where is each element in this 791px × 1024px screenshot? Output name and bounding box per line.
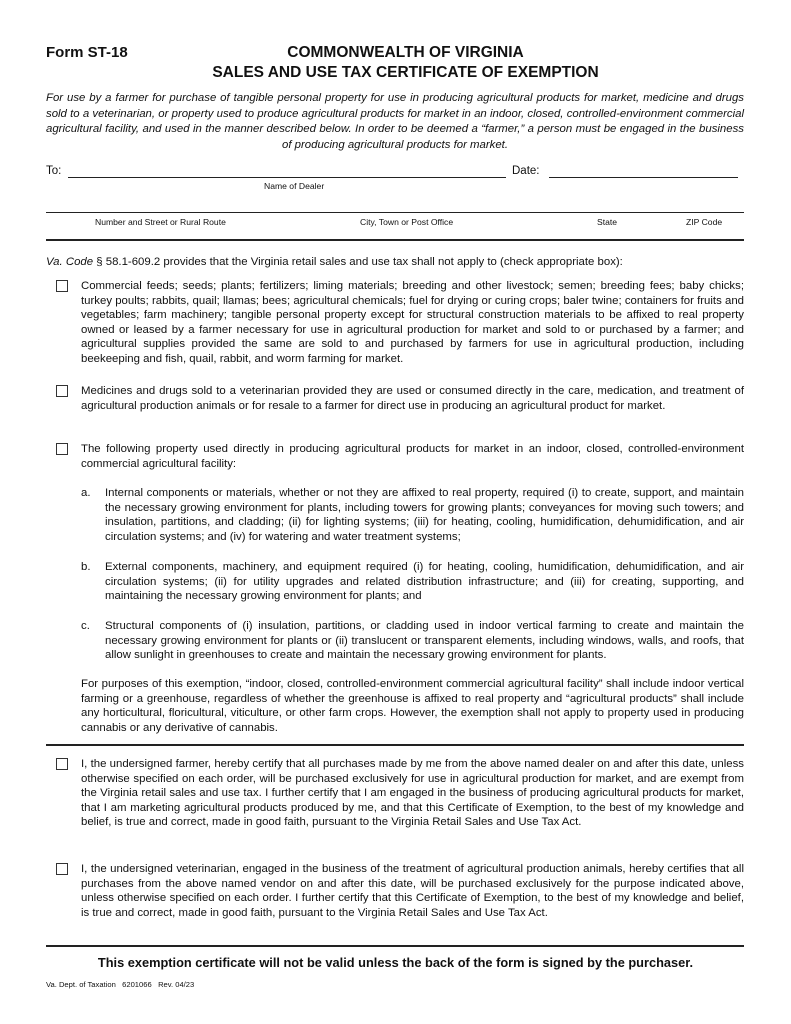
to-label: To:: [46, 165, 62, 177]
item-a-text: Internal components or materials, whether or not they are affixed to real property, required (i) to create, support, and maintain the necessary growing environment for plants, including towers for growing plants; conveyances for moving such towers; and insulation, partitions, and cladding; (ii) for lighting systems; (iii) for heating, cooling, humidification, dehumidification, and air circulation systems; and (iv) for watering and water treatment systems;: [105, 487, 744, 543]
dealer-name-line: [68, 177, 506, 178]
commercial-feeds-text: Commercial feeds; seeds; plants; fertilizers; liming materials; breeding and other livestock; semen; breeding fees; baby chicks; turkey poults; rabbits, quail; llamas; bees; agricultural chemicals; fuel for drying or curing crops; baler twine; containers for fruits and vegetables; farm machinery; tangible personal property except for structural construction materials to be affixed to real property owned or leased by a farmer necessary for use in agricultural production for market and sold to or purchased by a farmer; and agricultural supplies provided the same are sold to and purchased by farmers for use in agricultural production, including beekeeping and fish, quail, rabbit, and worm farming for market.: [81, 280, 744, 365]
farmer-certification-checkbox[interactable]: [56, 758, 68, 770]
footer-meta: [46, 980, 194, 989]
form-code: 6201066: [122, 980, 152, 989]
revision: Rev. 04/23: [158, 980, 195, 989]
farmer-certification-text: I, the undersigned farmer, hereby certify that all purchases made by me from the above named dealer on and after this date, unless otherwise specified on each order, will be purchased exclusively for use in agricultural production for market, and are exempt from the Virginia retail sales and use tax. I further certify that I am engaged in the business of producing agricultural products for market, that I am marketing agricultural products produced by me, and that this Certificate of Exemption, to the best of my knowledge and belief, is true and correct, made in good faith, pursuant to the Virginia Retail Sales and Use Tax Act.: [81, 758, 744, 828]
veterinarian-certification-text: I, the undersigned veterinarian, engaged in the business of the treatment of agricultural production animals, hereby certifies that all purchases from the above named vendor on and after this date, will be purchased exclusively for the purpose indicated above, unless otherwise specified on each order. I further certify that this Certificate of Exemption, to the best of my knowledge and belief, is true and correct, made in good faith, pursuant to the Virginia Retail Sales and Use Tax Act.: [81, 863, 744, 919]
section-divider-middle: [46, 744, 744, 746]
item-b-letter: b.: [81, 561, 91, 573]
street-caption: Number and Street or Rural Route: [95, 217, 226, 227]
item-c-text: Structural components of (i) insulation, partitions, or cladding used in indoor vertical farming to create and maintain the necessary growing environment for plants or (ii) translucent or transparent elements, including windows, walls, and roofs, that allow sunlight in greenhouses to create and maintain the necessary growing environment for plants.: [105, 620, 744, 661]
indoor-facility-text: The following property used directly in producing agricultural products for market in an indoor, closed, controlled-environment commercial agricultural facility:: [81, 443, 744, 470]
item-b-text: External components, machinery, and equipment required (i) for heating, cooling, humidification, dehumidification, and air circulation systems; (ii) for utility upgrades and related distribution infrastructure; and (iii) for creating, supporting, and maintaining the necessary growing environment for plants; and: [105, 561, 744, 602]
dealer-name-field[interactable]: [70, 163, 504, 177]
dealer-name-caption: Name of Dealer: [264, 181, 325, 191]
section-divider-top: [46, 239, 744, 241]
state-caption: State: [597, 217, 618, 227]
dealer-address-field[interactable]: [46, 198, 744, 212]
form-intro: For use by a farmer for purchase of tangible personal property for use in producing agricultural products for market, medicine and drugs sold to a veterinarian, or property used to produce agricultural products for market in an indoor, closed, controlled-environment commercial agricultural facility, and used in the manner described below. In order to be deemed a “farmer,” a person must be engaged in the business of producing agricultural products for market.: [46, 92, 744, 151]
veterinarian-certification-checkbox[interactable]: [56, 863, 68, 875]
code-reference: Va. Code: [46, 256, 94, 268]
section-divider-bottom: [46, 945, 744, 947]
indoor-facility-checkbox[interactable]: [56, 443, 68, 455]
form-title-line1: COMMONWEALTH OF VIRGINIA: [287, 44, 524, 61]
zip-caption: ZIP Code: [686, 217, 723, 227]
medicines-text: Medicines and drugs sold to a veterinarian provided they are used or consumed directly in the care, medication, and treatment of agricultural production animals or for resale to a farmer for direct use in producing an agricultural product for market.: [81, 385, 744, 412]
dept-name: Va. Dept. of Taxation: [46, 980, 116, 989]
item-a-letter: a.: [81, 487, 91, 499]
date-label: Date:: [512, 165, 540, 177]
form-title-line2: SALES AND USE TAX CERTIFICATE OF EXEMPTION: [212, 64, 599, 81]
code-intro-text: § 58.1-609.2 provides that the Virginia retail sales and use tax shall not apply to (check appropriate box):: [93, 256, 623, 268]
purposes-text: For purposes of this exemption, “indoor, closed, controlled-environment commercial agricultural facility” shall include indoor vertical farming or a greenhouse, regardless of whether the greenhouse is affixed to real property and “agricultural products” shall include any horticultural, floricultural, viticulture, or other farm crops. However, the exemption shall not apply to property used in producing cannabis or any derivative of cannabis.: [81, 678, 744, 734]
date-field[interactable]: [551, 163, 737, 177]
item-c-letter: c.: [81, 620, 90, 632]
commercial-feeds-checkbox[interactable]: [56, 280, 68, 292]
dealer-address-line: [46, 212, 744, 213]
city-caption: City, Town or Post Office: [360, 217, 454, 227]
form-number: Form ST-18: [46, 44, 128, 61]
code-intro: [46, 255, 744, 270]
validity-notice: This exemption certificate will not be valid unless the back of the form is signed by the purchaser.: [97, 955, 694, 970]
medicines-checkbox[interactable]: [56, 385, 68, 397]
date-line: [549, 177, 738, 178]
